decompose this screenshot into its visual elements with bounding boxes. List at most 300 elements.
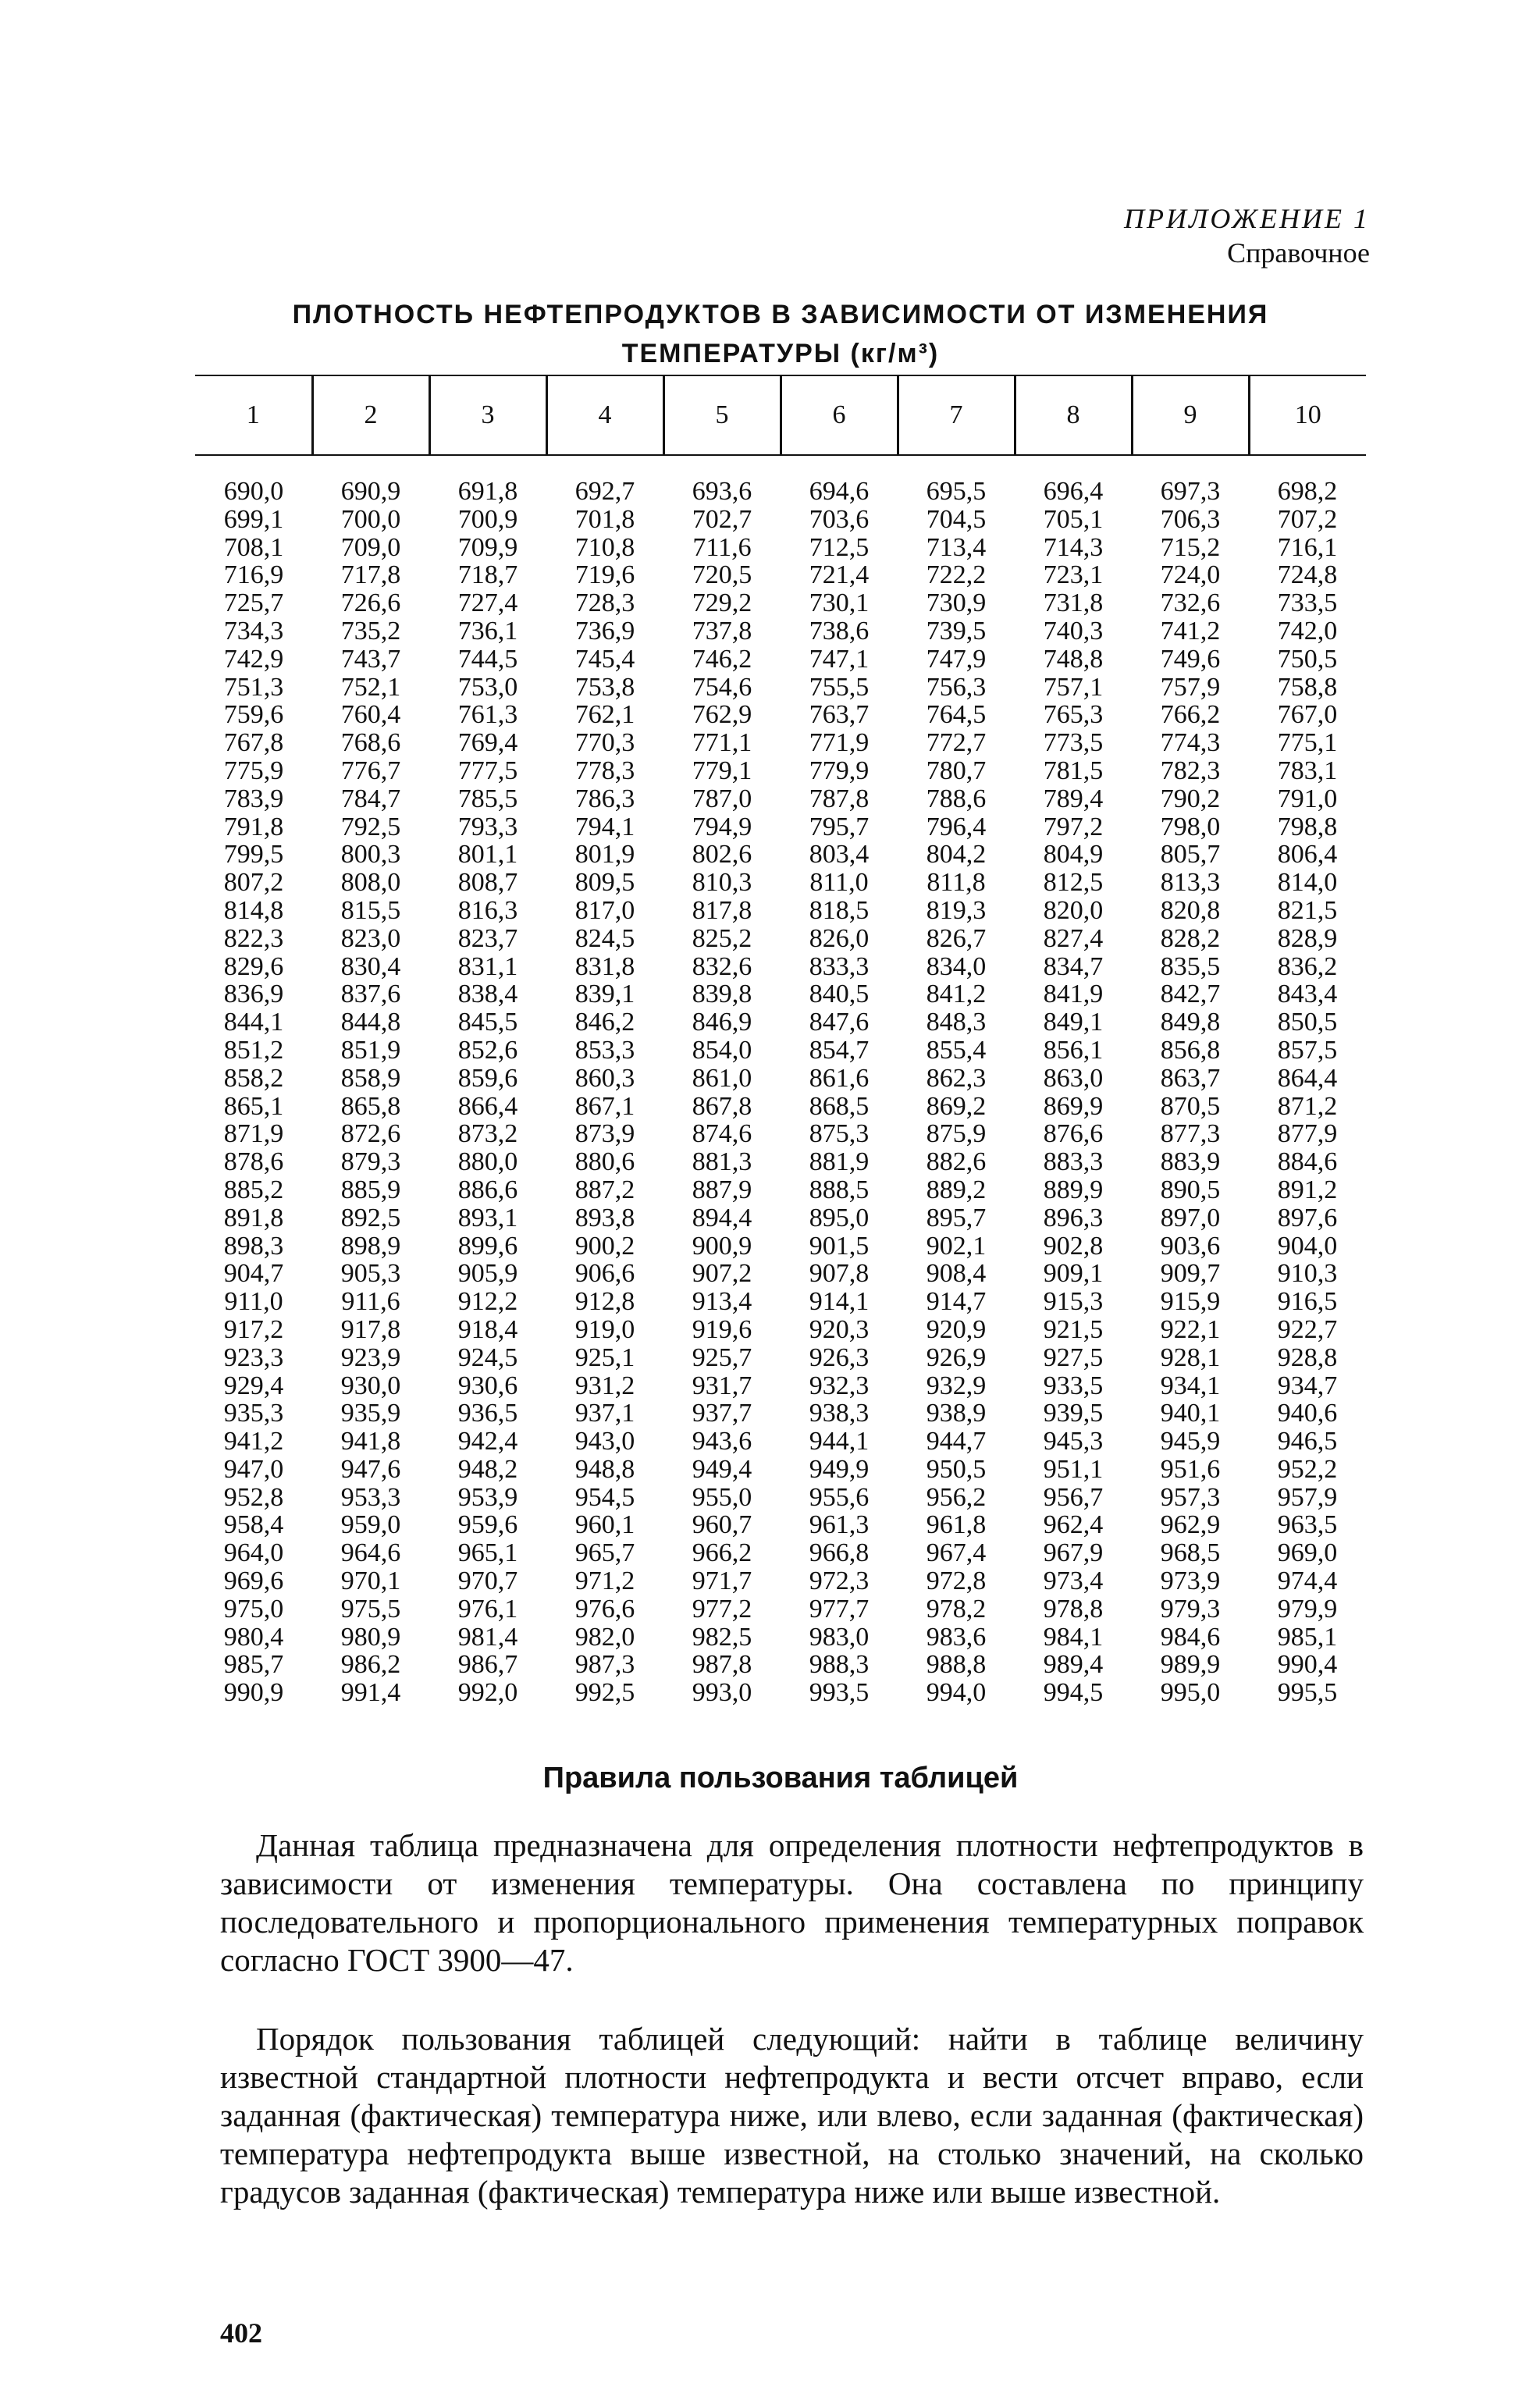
table-row (195, 1511, 1366, 1539)
table-cell: 937,7 (692, 1399, 752, 1428)
table-cell: 863,7 (1160, 1063, 1221, 1093)
table-cell: 838,4 (457, 980, 518, 1009)
table-cell: 988,3 (809, 1650, 870, 1680)
table-cell: 733,5 (1277, 589, 1338, 618)
table-cell: 941,2 (223, 1427, 284, 1456)
table-cell: 741,2 (1160, 616, 1221, 645)
table-cell: 698,2 (1277, 477, 1338, 506)
table-cell: 958,4 (223, 1510, 284, 1540)
table-cell: 755,5 (809, 672, 870, 702)
table-cell: 973,9 (1160, 1567, 1221, 1596)
page-number: 402 (220, 2317, 262, 2349)
table-cell: 766,2 (1160, 700, 1221, 730)
table-cell: 957,3 (1160, 1482, 1221, 1512)
rules-title: Правила пользования таблицей (542, 1762, 1019, 1794)
table-cell: 966,8 (809, 1538, 870, 1568)
column-header: 2 (312, 375, 429, 455)
table-cell: 846,2 (574, 1008, 635, 1037)
table-cell: 820,0 (1043, 895, 1104, 925)
table-cell: 817,8 (692, 895, 752, 925)
table-cell: 714,3 (1043, 532, 1104, 562)
table-cell: 872,6 (340, 1119, 401, 1149)
table-cell: 922,7 (1277, 1314, 1338, 1344)
table-cell: 747,1 (809, 644, 870, 674)
table-cell: 912,2 (457, 1287, 518, 1317)
table-cell: 887,2 (574, 1175, 635, 1204)
table-cell: 949,9 (809, 1454, 870, 1484)
table-cell: 962,4 (1043, 1510, 1104, 1540)
table-cell: 746,2 (692, 644, 752, 674)
table-cell: 979,9 (1277, 1594, 1338, 1623)
table-row (195, 841, 1366, 869)
table-cell: 824,5 (574, 923, 635, 953)
table-cell: 736,1 (457, 616, 518, 645)
table-cell: 972,3 (809, 1567, 870, 1596)
table-cell: 801,1 (457, 840, 518, 870)
table-cell: 787,0 (692, 784, 752, 813)
table-cell: 969,6 (223, 1567, 284, 1596)
table-cell: 720,5 (692, 560, 752, 590)
table-cell: 777,5 (457, 756, 518, 785)
table-cell: 808,0 (340, 868, 401, 898)
table-cell: 934,7 (1277, 1371, 1338, 1400)
table-cell: 989,4 (1043, 1650, 1104, 1680)
table-row (195, 617, 1366, 645)
column-header: 10 (1249, 375, 1366, 455)
table-cell: 813,3 (1160, 868, 1221, 898)
table-cell: 712,5 (809, 532, 870, 562)
table-cell: 798,0 (1160, 812, 1221, 841)
table-cell: 705,1 (1043, 504, 1104, 534)
table-cell: 977,7 (809, 1594, 870, 1623)
table-cell: 734,3 (223, 616, 284, 645)
table-cell: 696,4 (1043, 477, 1104, 506)
table-cell: 694,6 (809, 477, 870, 506)
table-cell: 920,9 (926, 1314, 987, 1344)
table-cell: 869,2 (926, 1091, 987, 1121)
table-cell: 904,0 (1277, 1231, 1338, 1261)
table-row (195, 1176, 1366, 1204)
table-cell: 903,6 (1160, 1231, 1221, 1261)
table-cell: 970,1 (340, 1567, 401, 1596)
table-cell: 849,8 (1160, 1008, 1221, 1037)
table-cell: 905,3 (340, 1259, 401, 1289)
table-cell: 993,5 (809, 1678, 870, 1708)
table-cell: 890,5 (1160, 1175, 1221, 1204)
table-cell: 774,3 (1160, 728, 1221, 758)
table-cell: 867,8 (692, 1091, 752, 1121)
table-cell: 948,2 (457, 1454, 518, 1484)
table-cell: 985,1 (1277, 1622, 1338, 1652)
table-cell: 803,4 (809, 840, 870, 870)
table-cell: 900,9 (692, 1231, 752, 1261)
table-row (195, 1232, 1366, 1261)
table-cell: 907,8 (809, 1259, 870, 1289)
table-cell: 842,7 (1160, 980, 1221, 1009)
table-cell: 970,7 (457, 1567, 518, 1596)
table-row (195, 589, 1366, 617)
table-cell: 895,7 (926, 1203, 987, 1232)
table-row (195, 1288, 1366, 1316)
table-cell: 989,9 (1160, 1650, 1221, 1680)
table-cell: 878,6 (223, 1147, 284, 1177)
table-cell: 967,9 (1043, 1538, 1104, 1568)
table-cell: 914,7 (926, 1287, 987, 1317)
table-cell: 946,5 (1277, 1427, 1338, 1456)
table-cell: 814,0 (1277, 868, 1338, 898)
table-cell: 723,1 (1043, 560, 1104, 590)
table-cell: 726,6 (340, 589, 401, 618)
table-cell: 730,9 (926, 589, 987, 618)
table-cell: 798,8 (1277, 812, 1338, 841)
table-cell: 784,7 (340, 784, 401, 813)
table-cell: 912,8 (574, 1287, 635, 1317)
table-cell: 983,0 (809, 1622, 870, 1652)
table-cell: 735,2 (340, 616, 401, 645)
table-cell: 927,5 (1043, 1343, 1104, 1372)
column-header: 9 (1132, 375, 1249, 455)
table-cell: 950,5 (926, 1454, 987, 1484)
table-cell: 779,1 (692, 756, 752, 785)
table-cell: 853,3 (574, 1035, 635, 1065)
table-cell: 805,7 (1160, 840, 1221, 870)
table-cell: 975,0 (223, 1594, 284, 1623)
table-cell: 826,7 (926, 923, 987, 953)
table-cell: 812,5 (1043, 868, 1104, 898)
table-cell: 736,9 (574, 616, 635, 645)
table-cell: 719,6 (574, 560, 635, 590)
table-cell: 943,6 (692, 1427, 752, 1456)
table-cell: 750,5 (1277, 644, 1338, 674)
table-cell: 717,8 (340, 560, 401, 590)
table-row (195, 1316, 1366, 1344)
table-cell: 742,9 (223, 644, 284, 674)
table-cell: 922,1 (1160, 1314, 1221, 1344)
table-cell: 956,2 (926, 1482, 987, 1512)
table-cell: 828,9 (1277, 923, 1338, 953)
table-cell: 875,3 (809, 1119, 870, 1149)
table-cell: 857,5 (1277, 1035, 1338, 1065)
table-cell: 936,5 (457, 1399, 518, 1428)
table-cell: 700,0 (340, 504, 401, 534)
column-header: 6 (781, 375, 898, 455)
table-cell: 901,5 (809, 1231, 870, 1261)
table-cell: 856,8 (1160, 1035, 1221, 1065)
table-cell: 862,3 (926, 1063, 987, 1093)
table-cell: 931,7 (692, 1371, 752, 1400)
table-row (195, 561, 1366, 589)
table-cell: 986,7 (457, 1650, 518, 1680)
table-row (195, 1428, 1366, 1456)
table-cell: 785,5 (457, 784, 518, 813)
table-cell: 779,9 (809, 756, 870, 785)
table-cell: 959,6 (457, 1510, 518, 1540)
table-cell: 955,0 (692, 1482, 752, 1512)
table-cell: 873,9 (574, 1119, 635, 1149)
table-cell: 814,8 (223, 895, 284, 925)
table-cell: 960,1 (574, 1510, 635, 1540)
table-cell: 703,6 (809, 504, 870, 534)
table-cell: 880,6 (574, 1147, 635, 1177)
table-cell: 875,9 (926, 1119, 987, 1149)
table-cell: 692,7 (574, 477, 635, 506)
table-cell: 871,2 (1277, 1091, 1338, 1121)
table-cell: 800,3 (340, 840, 401, 870)
table-cell: 994,5 (1043, 1678, 1104, 1708)
table-cell: 724,8 (1277, 560, 1338, 590)
table-row (195, 1093, 1366, 1121)
table-cell: 895,0 (809, 1203, 870, 1232)
table-cell: 797,2 (1043, 812, 1104, 841)
table-cell: 758,8 (1277, 672, 1338, 702)
table-cell: 843,4 (1277, 980, 1338, 1009)
table-cell: 794,9 (692, 812, 752, 841)
table-cell: 702,7 (692, 504, 752, 534)
table-cell: 926,3 (809, 1343, 870, 1372)
table-cell: 761,3 (457, 700, 518, 730)
table-cell: 976,1 (457, 1594, 518, 1623)
table-cell: 948,8 (574, 1454, 635, 1484)
table-cell: 701,8 (574, 504, 635, 534)
table-cell: 690,0 (223, 477, 284, 506)
table-cell: 965,7 (574, 1538, 635, 1568)
table-cell: 899,6 (457, 1231, 518, 1261)
table-cell: 716,1 (1277, 532, 1338, 562)
density-table (195, 375, 1366, 1707)
table-cell: 995,5 (1277, 1678, 1338, 1708)
table-cell: 790,2 (1160, 784, 1221, 813)
table-cell: 930,6 (457, 1371, 518, 1400)
table-cell: 955,6 (809, 1482, 870, 1512)
table-cell: 806,4 (1277, 840, 1338, 870)
table-row (195, 980, 1366, 1008)
table-cell: 808,7 (457, 868, 518, 898)
table-cell: 773,5 (1043, 728, 1104, 758)
table-cell: 783,1 (1277, 756, 1338, 785)
table-cell: 883,3 (1043, 1147, 1104, 1177)
table-cell: 839,8 (692, 980, 752, 1009)
table-cell: 794,1 (574, 812, 635, 841)
table-title-line2: ТЕМПЕРАТУРЫ (кг/м³) (621, 339, 940, 368)
table-cell: 791,8 (223, 812, 284, 841)
table-cell: 867,1 (574, 1091, 635, 1121)
table-row (195, 785, 1366, 813)
table-cell: 963,5 (1277, 1510, 1338, 1540)
table-cell: 804,9 (1043, 840, 1104, 870)
table-cell: 931,2 (574, 1371, 635, 1400)
table-cell: 772,7 (926, 728, 987, 758)
table-cell: 833,3 (809, 951, 870, 981)
table-cell: 706,3 (1160, 504, 1221, 534)
table-row (195, 1120, 1366, 1148)
table-cell: 776,7 (340, 756, 401, 785)
table-cell: 915,9 (1160, 1287, 1221, 1317)
table-cell: 752,1 (340, 672, 401, 702)
table-row (195, 1344, 1366, 1372)
table-cell: 980,9 (340, 1622, 401, 1652)
table-cell: 984,6 (1160, 1622, 1221, 1652)
table-cell: 942,4 (457, 1427, 518, 1456)
table-row (195, 869, 1366, 897)
table-title-line1: ПЛОТНОСТЬ НЕФТЕПРОДУКТОВ В ЗАВИСИМОСТИ ОТ ИЗМЕНЕНИЯ (292, 300, 1269, 329)
table-cell: 876,6 (1043, 1119, 1104, 1149)
table-cell: 834,0 (926, 951, 987, 981)
table-row (195, 925, 1366, 953)
table-cell: 817,0 (574, 895, 635, 925)
table-cell: 925,7 (692, 1343, 752, 1372)
table-cell: 775,9 (223, 756, 284, 785)
table-cell: 953,9 (457, 1482, 518, 1512)
table-cell: 902,1 (926, 1231, 987, 1261)
table-cell: 865,1 (223, 1091, 284, 1121)
table-cell: 887,9 (692, 1175, 752, 1204)
table-cell: 851,9 (340, 1035, 401, 1065)
table-body (195, 455, 1366, 1707)
table-cell: 708,1 (223, 532, 284, 562)
table-cell: 911,0 (224, 1287, 283, 1317)
rules-paragraph-2: Порядок пользования таблицей следующий: найти в таблице величину известной стандартной плотности нефтепродукта и вести отсчет вправо, если заданная (фактическая) температура ниже, или влево, если заданная (фактическая) температура нефтепродукта выше известной, на столько значений, на сколько градусов заданная (фактическая) температура ниже или выше известной. (220, 2021, 1364, 2210)
table-cell: 690,9 (340, 477, 401, 506)
table-cell: 860,3 (574, 1063, 635, 1093)
table-cell: 943,0 (574, 1427, 635, 1456)
table-cell: 820,8 (1160, 895, 1221, 925)
table-cell: 832,6 (692, 951, 752, 981)
table-cell: 749,6 (1160, 644, 1221, 674)
appendix-label (1124, 201, 1370, 270)
table-cell: 944,1 (809, 1427, 870, 1456)
table-cell: 933,5 (1043, 1371, 1104, 1400)
table-cell: 938,9 (926, 1399, 987, 1428)
table-cell: 722,2 (926, 560, 987, 590)
table-cell: 831,8 (574, 951, 635, 981)
table-row (195, 757, 1366, 785)
table-cell: 858,9 (340, 1063, 401, 1093)
table-cell: 978,2 (926, 1594, 987, 1623)
table-cell: 738,6 (809, 616, 870, 645)
table-cell: 796,4 (926, 812, 987, 841)
table-cell: 990,9 (223, 1678, 284, 1708)
table-cell: 988,8 (926, 1650, 987, 1680)
table-cell: 771,9 (809, 728, 870, 758)
table-cell: 748,8 (1043, 644, 1104, 674)
table-cell: 745,4 (574, 644, 635, 674)
table-cell: 919,6 (692, 1314, 752, 1344)
table-cell: 972,8 (926, 1567, 987, 1596)
table-cell: 727,4 (457, 589, 518, 618)
table-cell: 961,3 (809, 1510, 870, 1540)
table-cell: 993,0 (692, 1678, 752, 1708)
table-cell: 847,6 (809, 1008, 870, 1037)
table-cell: 757,9 (1160, 672, 1221, 702)
table-cell: 852,6 (457, 1035, 518, 1065)
table-cell: 893,1 (457, 1203, 518, 1232)
table-cell: 823,0 (340, 923, 401, 953)
table-cell: 788,6 (926, 784, 987, 813)
table-cell: 781,5 (1043, 756, 1104, 785)
table-cell: 979,3 (1160, 1594, 1221, 1623)
table-cell: 917,2 (223, 1314, 284, 1344)
table-cell: 778,3 (574, 756, 635, 785)
table-cell: 877,9 (1277, 1119, 1338, 1149)
table-cell: 951,1 (1043, 1454, 1104, 1484)
table-cell: 907,2 (692, 1259, 752, 1289)
table-cell: 966,2 (692, 1538, 752, 1568)
table-cell: 919,0 (574, 1314, 635, 1344)
appendix-title: ПРИЛОЖЕНИЕ 1 (1124, 203, 1370, 234)
table-cell: 791,0 (1277, 784, 1338, 813)
table-cell: 844,1 (223, 1008, 284, 1037)
table-cell: 691,8 (457, 477, 518, 506)
column-header: 4 (546, 375, 663, 455)
table-cell: 762,9 (692, 700, 752, 730)
table-cell: 753,0 (457, 672, 518, 702)
table-cell: 881,3 (692, 1147, 752, 1177)
table-cell: 897,6 (1277, 1203, 1338, 1232)
table-cell: 816,3 (457, 895, 518, 925)
table-cell: 760,4 (340, 700, 401, 730)
table-cell: 786,3 (574, 784, 635, 813)
table-cell: 934,1 (1160, 1371, 1221, 1400)
table-cell: 768,6 (340, 728, 401, 758)
table-cell: 846,9 (692, 1008, 752, 1037)
table-cell: 849,1 (1043, 1008, 1104, 1037)
table-cell: 981,4 (457, 1622, 518, 1652)
table-cell: 994,0 (926, 1678, 987, 1708)
table-header-row (195, 375, 1366, 455)
table-cell: 889,2 (926, 1175, 987, 1204)
table-cell: 819,3 (926, 895, 987, 925)
table-cell: 898,9 (340, 1231, 401, 1261)
table-cell: 924,5 (457, 1343, 518, 1372)
table-cell: 854,0 (692, 1035, 752, 1065)
table-cell: 837,6 (340, 980, 401, 1009)
table-cell: 713,4 (926, 532, 987, 562)
table-cell: 986,2 (340, 1650, 401, 1680)
table-cell: 980,4 (223, 1622, 284, 1652)
table-cell: 795,7 (809, 812, 870, 841)
table-cell: 850,5 (1277, 1008, 1338, 1037)
table-row (195, 1065, 1366, 1093)
table-cell: 896,3 (1043, 1203, 1104, 1232)
table-cell: 956,7 (1043, 1482, 1104, 1512)
table-cell: 984,1 (1043, 1622, 1104, 1652)
table-cell: 987,3 (574, 1650, 635, 1680)
table-cell: 877,3 (1160, 1119, 1221, 1149)
table-cell: 767,0 (1277, 700, 1338, 730)
table-cell: 975,5 (340, 1594, 401, 1623)
table-row (195, 645, 1366, 674)
table-cell: 991,4 (340, 1678, 401, 1708)
table-cell: 904,7 (223, 1259, 284, 1289)
table-cell: 952,8 (223, 1482, 284, 1512)
table-cell: 902,8 (1043, 1231, 1104, 1261)
table-cell: 770,3 (574, 728, 635, 758)
table-cell: 744,5 (457, 644, 518, 674)
table-cell: 693,6 (692, 477, 752, 506)
table-row (195, 813, 1366, 841)
table-cell: 930,0 (340, 1371, 401, 1400)
table-cell: 911,6 (341, 1287, 400, 1317)
table-cell: 939,5 (1043, 1399, 1104, 1428)
table-cell: 964,6 (340, 1538, 401, 1568)
table-cell: 967,4 (926, 1538, 987, 1568)
table-cell: 769,4 (457, 728, 518, 758)
table-cell: 811,0 (809, 868, 869, 898)
table-cell: 829,6 (223, 951, 284, 981)
table-cell: 856,1 (1043, 1035, 1104, 1065)
table-cell: 841,2 (926, 980, 987, 1009)
table-cell: 825,2 (692, 923, 752, 953)
